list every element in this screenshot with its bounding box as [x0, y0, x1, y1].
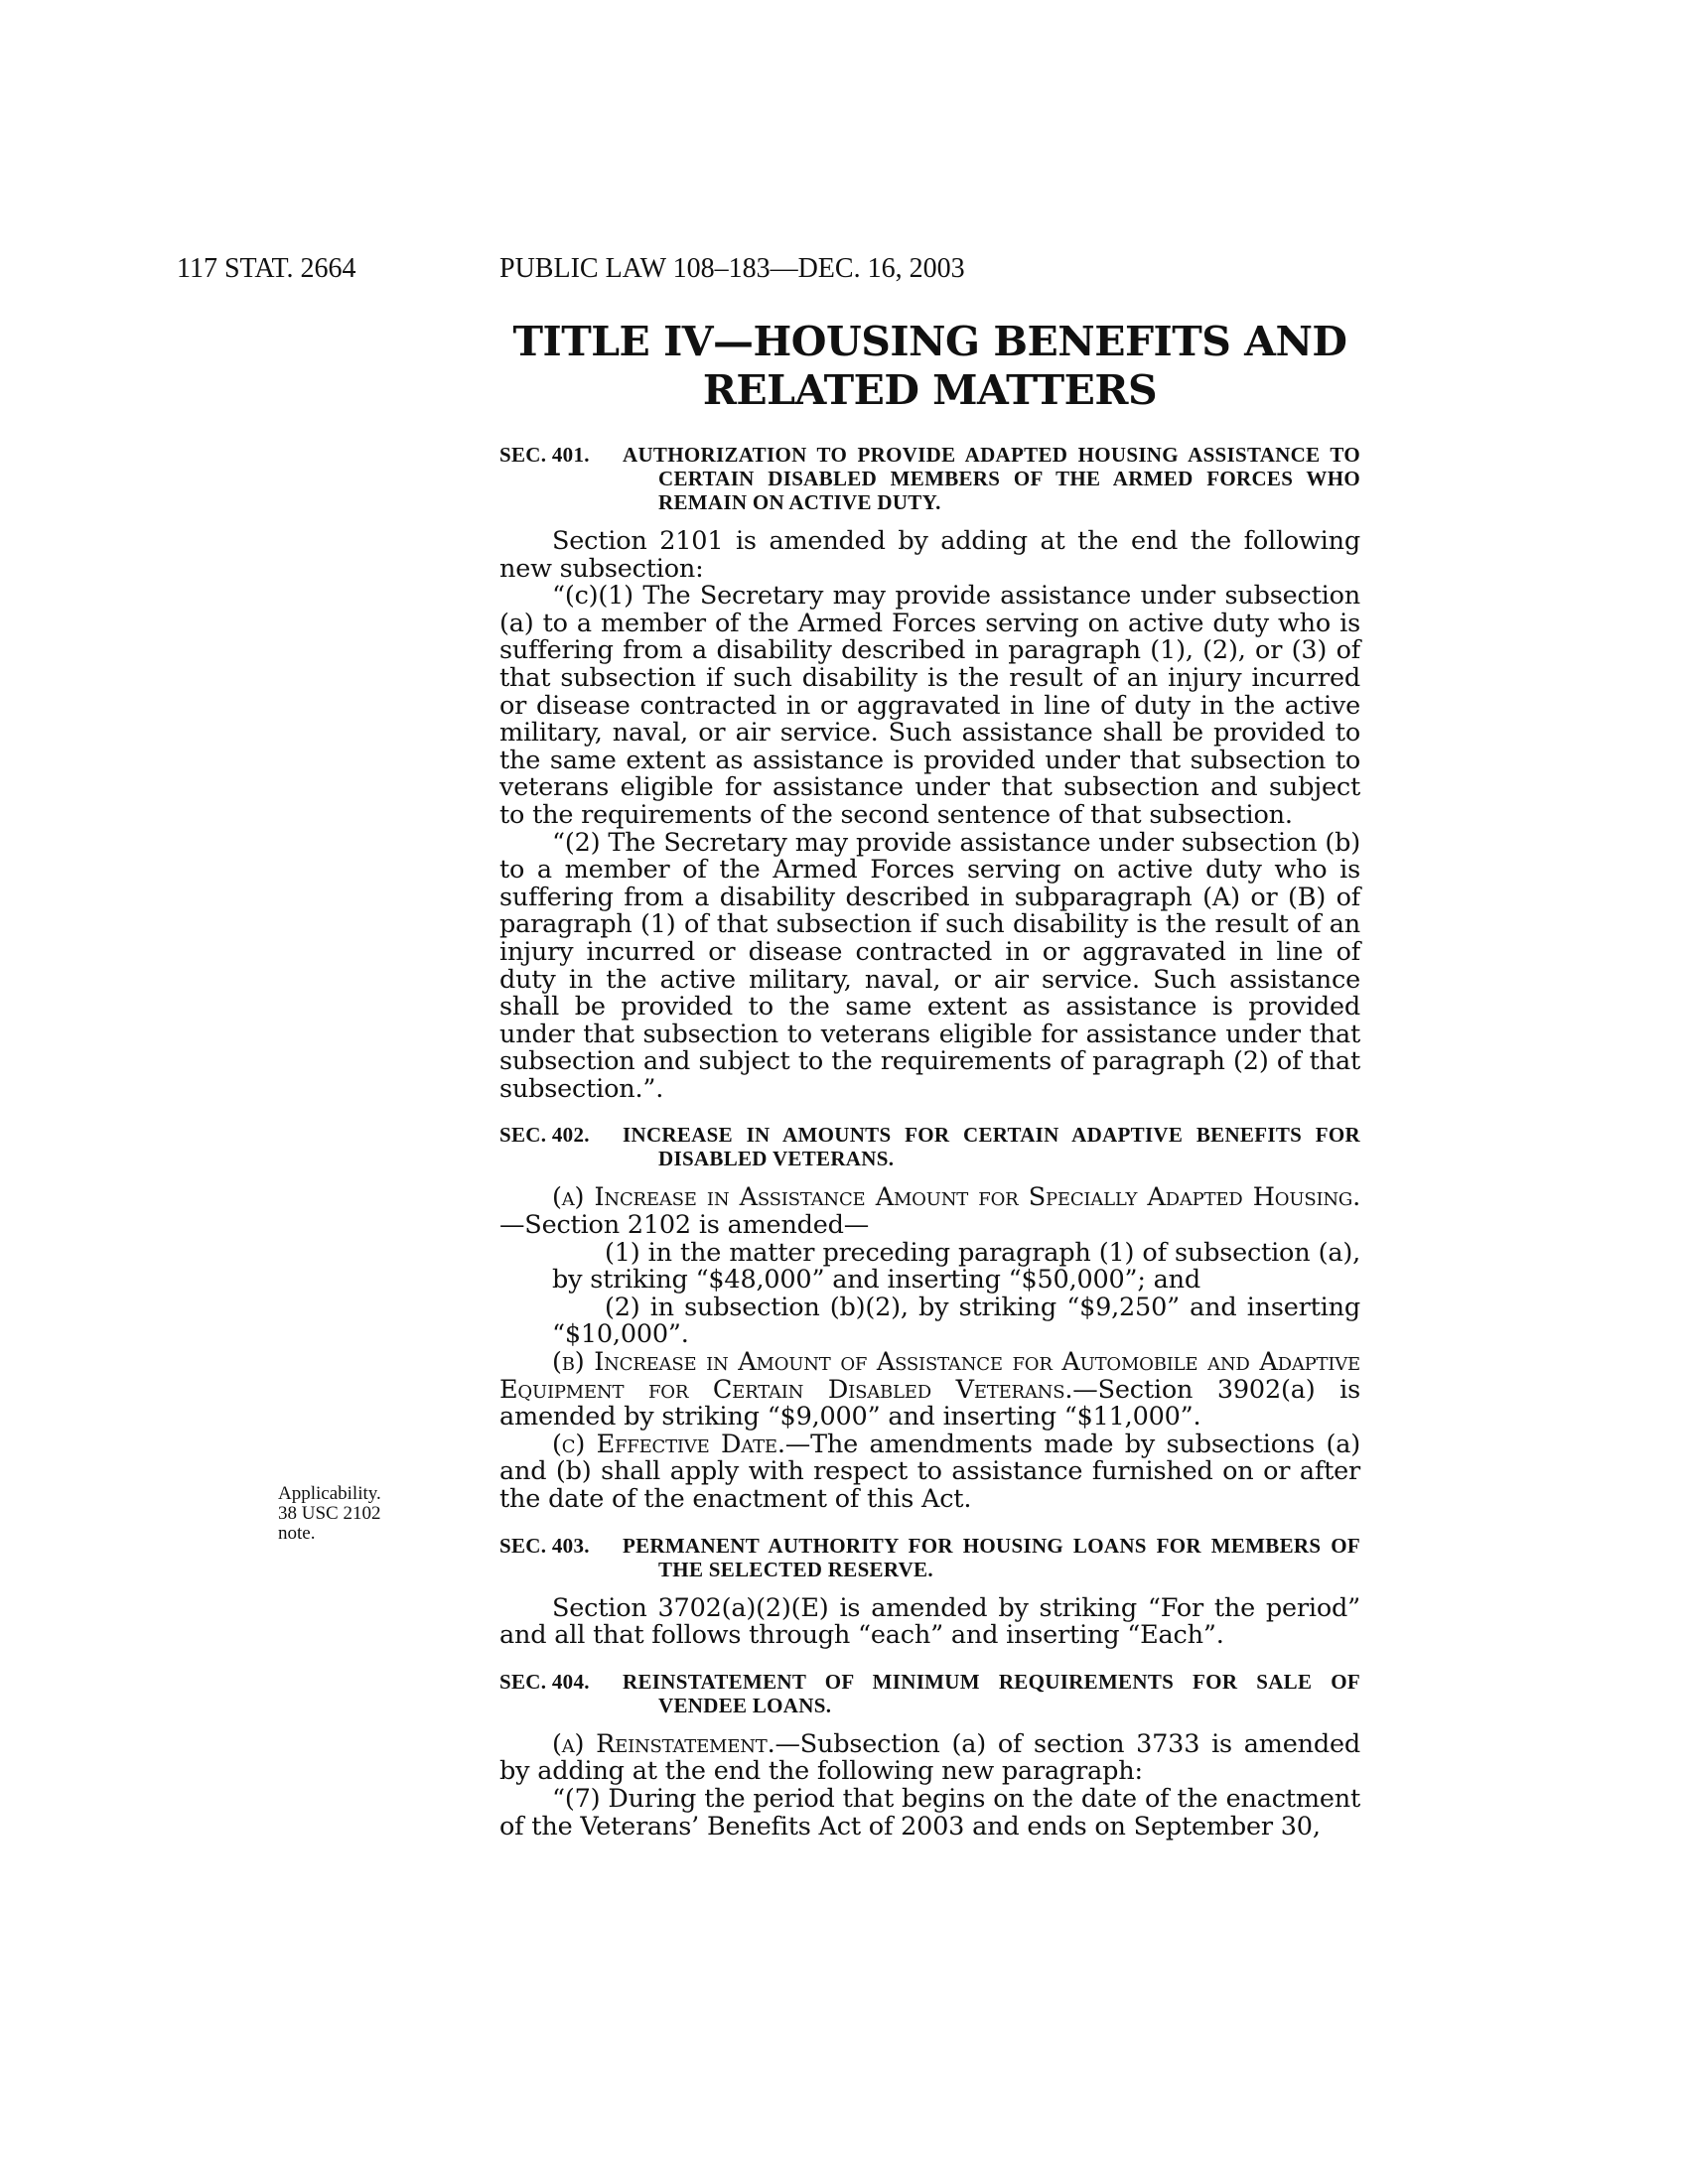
section-401-paragraph-2: “(c)(1) The Secretary may provide assistance under subsection (a) to a member of the Armed Forces serving on active duty who is suffering from a disability described in paragraph (1), (2), or (3) of that subsection if such disability is the result of an injury incurred or disease contracted in or aggravated in line of duty in the active military, naval, or air service. Such assistance shall be provided to the same extent as assistance is provided under that subsection to veterans eligible for assistance under that subsection and subject to the requirements of the second sentence of that subsection.: [499, 581, 1360, 830]
section-402-c-label: (c) Effective Date.: [552, 1429, 785, 1459]
document-body: [499, 443, 1360, 1841]
section-402-a-text: —Section 2102 is amended—: [499, 1210, 870, 1241]
stat-page-number: 117 STAT. 2664: [177, 253, 356, 284]
title-line-1: TITLE IV—HOUSING BENEFITS AND: [512, 318, 1347, 365]
section-402-title: INCREASE IN AMOUNTS FOR CERTAIN ADAPTIVE BENEFITS FOR DISABLED VETERANS.: [623, 1123, 1360, 1171]
section-402-a-label: (a) Increase in Assistance Amount for Specially Adapted Housing.: [552, 1182, 1360, 1213]
section-402-subsection-b: [499, 1349, 1360, 1432]
section-403-heading: [499, 1534, 1360, 1581]
section-402-a-paragraph-1: (1) in the matter preceding paragraph (1) of subsection (a), by striking “$48,000” and inserting “$50,000”; and: [552, 1237, 1360, 1296]
section-402-a-paragraph-2: (2) in subsection (b)(2), by striking “$9,250” and inserting “$10,000”.: [552, 1292, 1360, 1350]
section-403-paragraph: Section 3702(a)(2)(E) is amended by striking “For the period” and all that follows through “each” and inserting “Each”.: [499, 1592, 1360, 1651]
section-404-a-text: —Subsection (a) of section 3733 is amended by adding at the end the following new paragraph:: [499, 1728, 1360, 1787]
public-law-citation: PUBLIC LAW 108–183—DEC. 16, 2003: [499, 253, 965, 284]
title-heading: [499, 318, 1360, 415]
margin-note-line-2: 38 USC 2102: [278, 1503, 381, 1524]
margin-note: [278, 1484, 437, 1544]
section-401-paragraph-3: “(2) The Secretary may provide assistance under subsection (b) to a member of the Armed Forces serving on active duty who is suffering from a disability described in subparagraph (A) or (B) of paragraph (1) of that subsection if such disability is the result of an injury incurred or disease contracted in or aggravated in line of duty in the active military, naval, or air service. Such assistance shall be provided to the same extent as assistance is provided under that subsection to veterans eligible for assistance under that subsection and subject to the requirements of paragraph (2) of that subsection.”.: [499, 827, 1360, 1104]
section-404-number: SEC. 404.: [499, 1669, 590, 1694]
margin-note-line-1: Applicability.: [278, 1483, 381, 1504]
section-402-b-text: —Section 3902(a) is amended by striking “$9,000” and inserting “$11,000”.: [499, 1374, 1361, 1433]
section-402-c-text: —The amendments made by subsections (a) and (b) shall apply with respect to assistance furnished on or after the date of the enactment of this Act.: [499, 1429, 1360, 1514]
section-402-heading: [499, 1123, 1360, 1170]
section-402-subsection-c: [499, 1429, 1360, 1514]
section-403-title: PERMANENT AUTHORITY FOR HOUSING LOANS FOR MEMBERS OF THE SELECTED RESERVE.: [623, 1533, 1360, 1581]
section-404-paragraph-7: “(7) During the period that begins on the date of the enactment of the Veterans’ Benefits Act of 2003 and ends on September 30,: [499, 1783, 1360, 1842]
section-403-number: SEC. 403.: [499, 1533, 590, 1558]
section-404-heading: [499, 1670, 1360, 1717]
section-402-number: SEC. 402.: [499, 1123, 590, 1148]
section-401-title: AUTHORIZATION TO PROVIDE ADAPTED HOUSING ASSISTANCE TO CERTAIN DISABLED MEMBERS OF THE ARMED FORCES WHO REMAIN ON ACTIVE DUTY.: [623, 443, 1360, 514]
section-401-number: SEC. 401.: [499, 443, 590, 467]
section-404-subsection-a: [499, 1728, 1360, 1787]
section-404-title: REINSTATEMENT OF MINIMUM REQUIREMENTS FOR SALE OF VENDEE LOANS.: [623, 1669, 1360, 1717]
section-402-b-label: (b) Increase in Amount of Assistance for Automobile and Adaptive Equipment for Certain Disabled Veterans.: [499, 1347, 1360, 1405]
section-401-paragraph-1: Section 2101 is amended by adding at the end the following new subsection:: [499, 526, 1360, 584]
section-401-heading: [499, 443, 1360, 514]
section-404-a-label: (a) Reinstatement.: [552, 1728, 775, 1759]
section-402-subsection-a: [499, 1184, 1360, 1239]
title-line-2: RELATED MATTERS: [702, 366, 1158, 414]
margin-note-line-3: note.: [278, 1523, 316, 1544]
